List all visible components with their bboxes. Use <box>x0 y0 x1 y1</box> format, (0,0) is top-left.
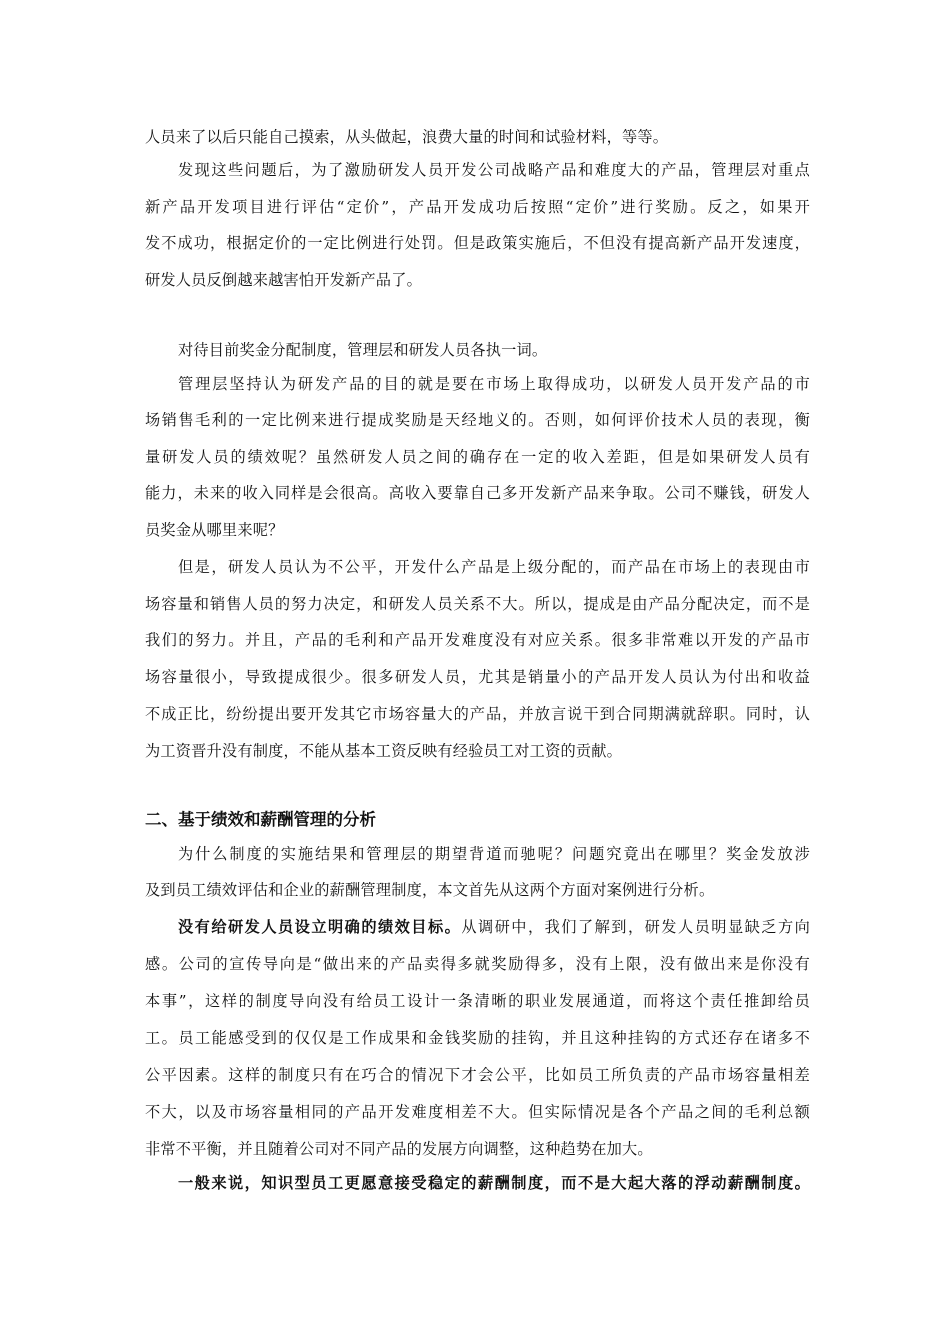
paragraph-line: 本事”，这样的制度导向没有给员工设计一条清晰的职业发展通道，而将这个责任推卸给员 <box>145 992 810 1010</box>
paragraph-line: 场销售毛利的一定比例来进行提成奖励是天经地义的。否则，如何评价技术人员的表现，衡 <box>145 411 810 429</box>
paragraph-line: 为什么制度的实施结果和管理层的期望背道而驰呢？问题究竟出在哪里？奖金发放涉 <box>178 845 810 863</box>
section-heading: 二、基于绩效和薪酬管理的分析 <box>145 810 376 829</box>
paragraph-line: 及到员工绩效评估和企业的薪酬管理制度，本文首先从这两个方面对案例进行分析。 <box>145 881 715 899</box>
paragraph-line: 我们的努力。并且，产品的毛利和产品开发难度没有对应关系。很多非常难以开发的产品市 <box>145 631 810 649</box>
paragraph-line: 员奖金从哪里来呢？ <box>145 521 284 539</box>
paragraph-line: 量研发人员的绩效呢？虽然研发人员之间的确存在一定的收入差距，但是如果研发人员有 <box>145 448 810 466</box>
paragraph-line: 工。员工能感受到的仅仅是工作成果和金钱奖励的挂钩，并且这种挂钩的方式还存在诸多不 <box>145 1029 810 1047</box>
paragraph-line: 研发人员反倒越来越害怕开发新产品了。 <box>145 271 422 289</box>
bold-paragraph-line: 一般来说，知识型员工更愿意接受稳定的薪酬制度，而不是大起大落的浮动薪酬制度。 <box>178 1174 810 1192</box>
paragraph-line: 能力，未来的收入同样是会很高。高收入要靠自己多开发新产品来争取。公司不赚钱，研发人 <box>145 484 810 502</box>
paragraph-line: 不大，以及市场容量相同的产品开发难度相差不大。但实际情况是各个产品之间的毛利总额 <box>145 1103 810 1121</box>
bold-lead-sentence: 没有给研发人员设立明确的绩效目标。 <box>178 918 462 936</box>
paragraph-line <box>178 917 810 937</box>
paragraph-line: 感。公司的宣传导向是“做出来的产品卖得多就奖励得多，没有上限，没有做出来是你没有 <box>145 955 810 973</box>
paragraph-line: 人员来了以后只能自己摸索，从头做起，浪费大量的时间和试验材料，等等。 <box>145 128 669 146</box>
paragraph-line: 发现这些问题后，为了激励研发人员开发公司战略产品和难度大的产品，管理层对重点 <box>178 161 810 179</box>
paragraph-line: 场容量很小，导致提成很少。很多研发人员，尤其是销量小的产品开发人员认为付出和收益 <box>145 668 810 686</box>
paragraph-line: 对待目前奖金分配制度，管理层和研发人员各执一词。 <box>178 341 548 359</box>
paragraph-line: 不成正比，纷纷提出要开发其它市场容量大的产品，并放言说干到合同期满就辞职。同时，认 <box>145 705 810 723</box>
paragraph-line: 新产品开发项目进行评估“定价”，产品开发成功后按照“定价”进行奖励。反之，如果开 <box>145 198 810 216</box>
paragraph-line: 非常不平衡，并且随着公司对不同产品的发展方向调整，这种趋势在加大。 <box>145 1140 653 1158</box>
paragraph-line: 为工资晋升没有制度，不能从基本工资反映有经验员工对工资的贡献。 <box>145 742 623 760</box>
paragraph-line-continuation: 从调研中，我们了解到，研发人员明显缺乏方向 <box>461 918 810 936</box>
paragraph-line: 但是，研发人员认为不公平，开发什么产品是上级分配的，而产品在市场上的表现由市 <box>178 558 810 576</box>
paragraph-line: 管理层坚持认为研发产品的目的就是要在市场上取得成功，以研发人员开发产品的市 <box>178 375 810 393</box>
paragraph-line: 发不成功，根据定价的一定比例进行处罚。但是政策实施后，不但没有提高新产品开发速度， <box>145 234 810 252</box>
paragraph-line: 公平因素。这样的制度只有在巧合的情况下才会公平，比如员工所负责的产品市场容量相差 <box>145 1066 810 1084</box>
paragraph-line: 场容量和销售人员的努力决定，和研发人员关系不大。所以，提成是由产品分配决定，而不是 <box>145 595 810 613</box>
